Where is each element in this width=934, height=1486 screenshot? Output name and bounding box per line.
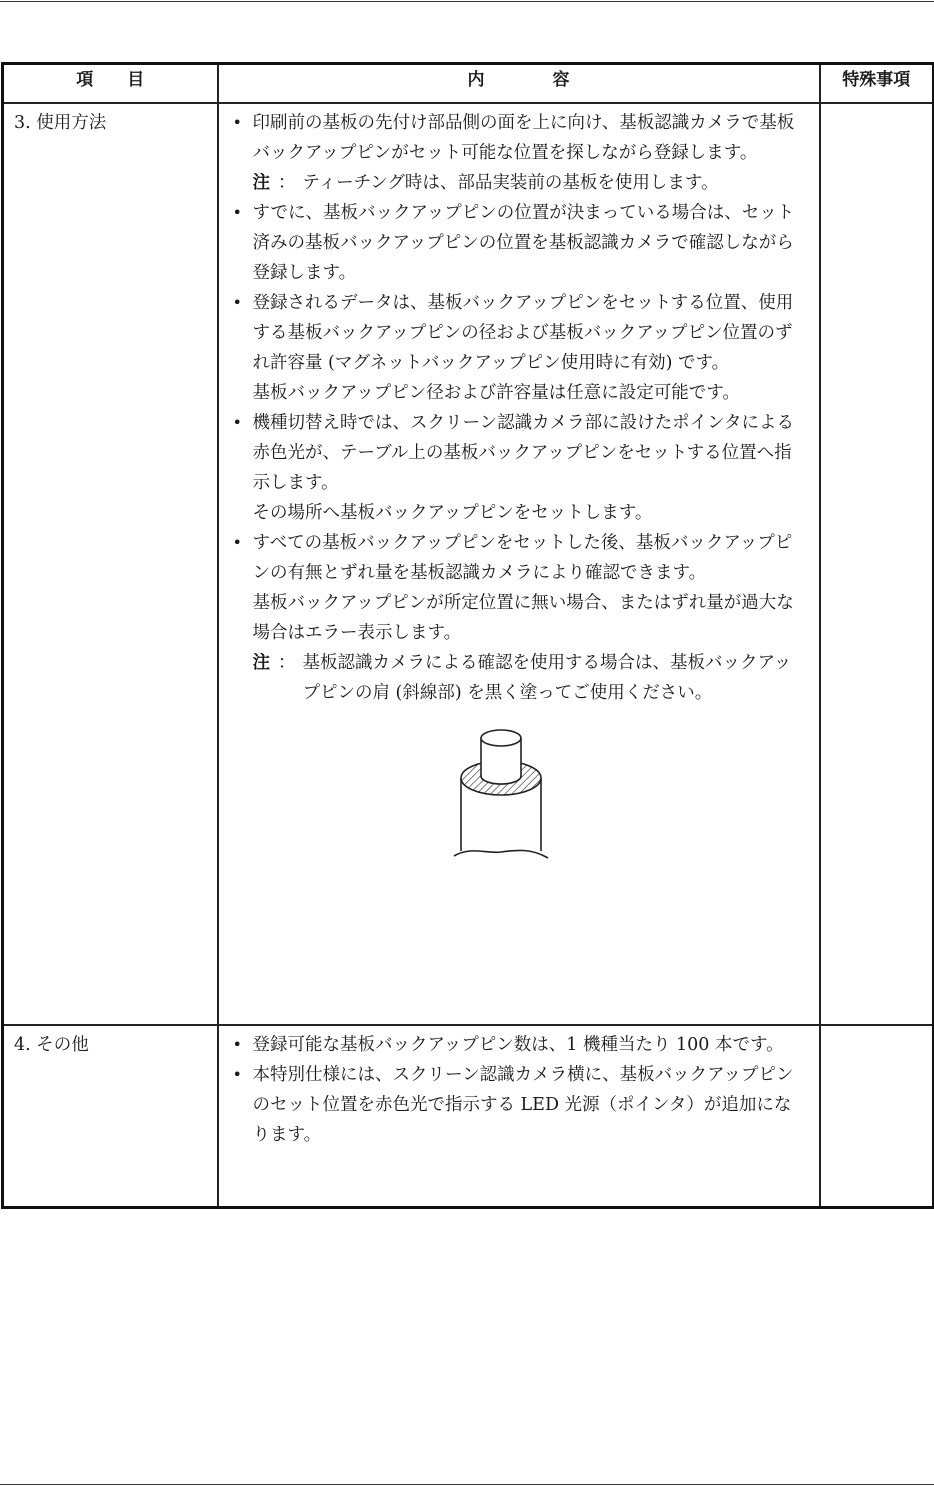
backup-pin-illustration <box>446 718 556 868</box>
table-row <box>3 1025 934 1207</box>
list-item <box>231 1030 801 1060</box>
top-rule <box>0 1 934 2</box>
bullet-extra: その場所へ基板バックアップピンをセットします。 <box>252 503 653 523</box>
note-colon: ： <box>278 653 296 673</box>
bullet-list <box>231 528 801 588</box>
header-row <box>3 64 934 104</box>
content-cell <box>218 103 820 1025</box>
note <box>231 648 801 708</box>
header-content: 内 容 <box>218 64 820 104</box>
bullet-text: • 本特別仕様には、スクリーン認識カメラ横に、基板バックアップピンのセット位置を赤色光で指示する LED 光源（ポインタ）が追加になります。 <box>252 1065 794 1145</box>
bullet-list <box>231 108 801 168</box>
bullet-text: • すでに、基板バックアップピンの位置が決まっている場合は、セット済みの基板バックアップピンの位置を基板認識カメラで確認しながら登録します。 <box>252 203 795 283</box>
content-cell <box>218 1025 820 1207</box>
bullet-extra: 基板バックアップピンが所定位置に無い場合、またはずれ量が過大な場合はエラー表示します。 <box>252 593 794 643</box>
item-cell: 3. 使用方法 <box>3 103 218 1025</box>
note-label: 注 <box>252 173 270 193</box>
note-label: 注 <box>252 653 270 673</box>
list-item <box>231 1060 801 1150</box>
note-text: 基板認識カメラによる確認を使用する場合は、基板バックアップピンの肩 (斜線部) を黒く塗ってご使用ください。 <box>302 653 792 703</box>
list-item <box>231 528 801 588</box>
list-item <box>231 408 801 498</box>
bullet-list <box>231 408 801 498</box>
bullet-text: • 印刷前の基板の先付け部品側の面を上に向け、基板認識カメラで基板バックアップピンがセット可能な位置を探しながら登録します。 <box>252 113 795 163</box>
header-item: 項 目 <box>3 64 218 104</box>
special-cell <box>820 103 934 1025</box>
list-item <box>231 108 801 168</box>
backup-pin-figure <box>201 708 801 872</box>
bullet-list <box>231 198 801 378</box>
table-row <box>3 103 934 1025</box>
bullet-extra: 基板バックアップピン径および許容量は任意に設定可能です。 <box>252 383 740 403</box>
item-cell: 4. その他 <box>3 1025 218 1207</box>
bullet-text: • 機種切替え時では、スクリーン認識カメラ部に設けたポインタによる赤色光が、テーブル上の基板バックアップピンをセットする位置へ指示します。 <box>252 413 794 493</box>
bullet-text: • 登録されるデータは、基板バックアップピンをセットする位置、使用する基板バックアップピンの径および基板バックアップピン位置のずれ許容量 (マグネットバックアップピン使用時に有効) です。 <box>252 293 794 373</box>
special-cell <box>820 1025 934 1207</box>
bullet-list <box>231 1030 801 1150</box>
note-colon: ： <box>278 173 296 193</box>
bullet-text: • 登録可能な基板バックアップピン数は、1 機種当たり 100 本です。 <box>252 1035 784 1055</box>
list-item <box>231 198 801 288</box>
header-special: 特殊事項 <box>820 64 934 104</box>
note <box>231 168 801 198</box>
bottom-rule <box>0 1484 934 1485</box>
bullet-text: • すべての基板バックアップピンをセットした後、基板バックアップピンの有無とずれ量を基板認識カメラにより確認できます。 <box>252 533 793 583</box>
note-text: ティーチング時は、部品実装前の基板を使用します。 <box>302 173 719 193</box>
list-item <box>231 288 801 378</box>
spec-table <box>1 62 934 1209</box>
